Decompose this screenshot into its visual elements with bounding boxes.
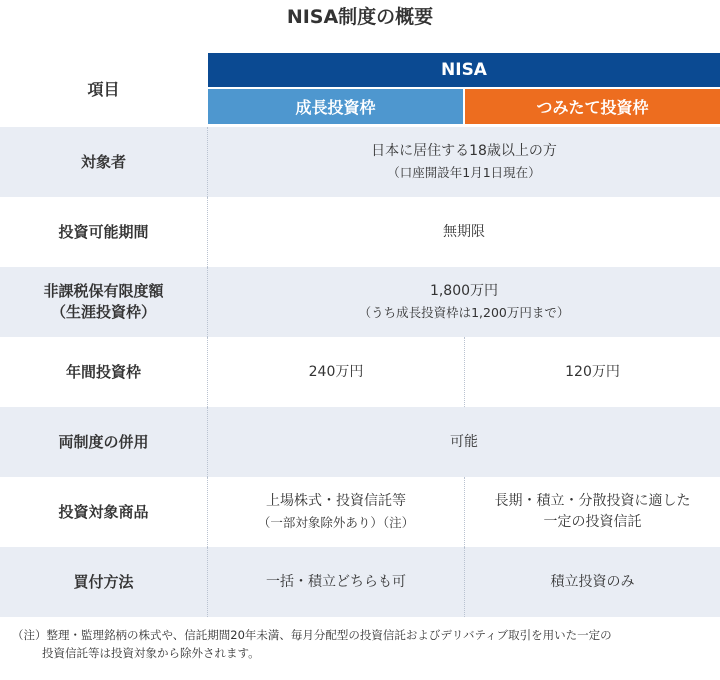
cell-purchase-growth xyxy=(208,547,464,617)
cell-period xyxy=(208,197,720,267)
cell-main-text: 120万円 xyxy=(565,363,620,380)
footnote-line-2: 投資信託等は投資対象から除外されます。 xyxy=(42,646,260,660)
row-purchase xyxy=(0,547,720,617)
row-products xyxy=(0,477,720,547)
row-eligible xyxy=(0,127,720,197)
row-label-text: 投資対象商品 xyxy=(58,502,149,521)
row-period xyxy=(0,197,720,267)
row-label-text: 買付方法 xyxy=(73,572,134,591)
row-label-annual xyxy=(0,337,207,407)
cell-sub-text: （口座開設年1月1日現在） xyxy=(387,165,541,180)
cell-main-text: 日本に居住する18歳以上の方 xyxy=(371,143,557,159)
footnote-line-1: （注）整理・監理銘柄の株式や、信託期間20年未満、毎月分配型の投資信託およびデリバティブ取引を用いた一定の xyxy=(12,628,612,642)
cell-main-text: 可能 xyxy=(450,433,478,450)
page-title: NISA制度の概要 xyxy=(286,6,434,28)
cell-main-text: 1,800万円 xyxy=(429,283,499,299)
cell-main-text: 一括・積立どちらも可 xyxy=(266,573,406,590)
cell-combined xyxy=(208,407,720,477)
cell-annual-tsumitate xyxy=(465,337,720,407)
cell-purchase-tsumitate xyxy=(465,547,720,617)
row-label-text: 非課税保有限度額 xyxy=(43,282,164,300)
row-label-eligible xyxy=(0,127,207,197)
cell-main-text-2: 一定の投資信託 xyxy=(543,514,642,530)
row-label-combined xyxy=(0,407,207,477)
cell-main-text: 240万円 xyxy=(308,363,364,380)
cell-sub-text: （一部対象除外あり）（注） xyxy=(257,515,415,530)
row-limit xyxy=(0,267,720,337)
header-nisa: NISA xyxy=(208,53,720,87)
footnote xyxy=(12,626,712,662)
cell-annual-growth xyxy=(208,337,464,407)
cell-main-text: 無期限 xyxy=(443,223,485,240)
row-label-purchase xyxy=(0,547,207,617)
row-annual xyxy=(0,337,720,407)
header-tsumitate-investment-quota: つみたて投資枠 xyxy=(465,89,720,124)
cell-products-growth xyxy=(208,477,464,547)
row-label-period xyxy=(0,197,207,267)
cell-products-tsumitate xyxy=(465,477,720,547)
header-growth-investment-quota: 成長投資枠 xyxy=(208,89,463,124)
row-label-text: 対象者 xyxy=(80,152,126,171)
row-label-text: 投資可能期間 xyxy=(58,222,149,241)
cell-limit xyxy=(208,267,720,337)
cell-eligible xyxy=(208,127,720,197)
row-label-text: 両制度の併用 xyxy=(58,432,149,451)
cell-sub-text: （うち成長投資枠は1,200万円まで） xyxy=(358,305,570,320)
row-label-subtext: （生涯投資枠） xyxy=(50,303,156,321)
cell-main-text: 積立投資のみ xyxy=(550,573,635,590)
row-label-products xyxy=(0,477,207,547)
row-label-text: 年間投資枠 xyxy=(65,362,141,381)
cell-main-text: 長期・積立・分散投資に適した xyxy=(494,493,691,509)
cell-main-text: 上場株式・投資信託等 xyxy=(266,493,406,509)
header-item-label: 項目 xyxy=(87,80,120,99)
row-combined xyxy=(0,407,720,477)
row-label-limit xyxy=(0,267,207,337)
